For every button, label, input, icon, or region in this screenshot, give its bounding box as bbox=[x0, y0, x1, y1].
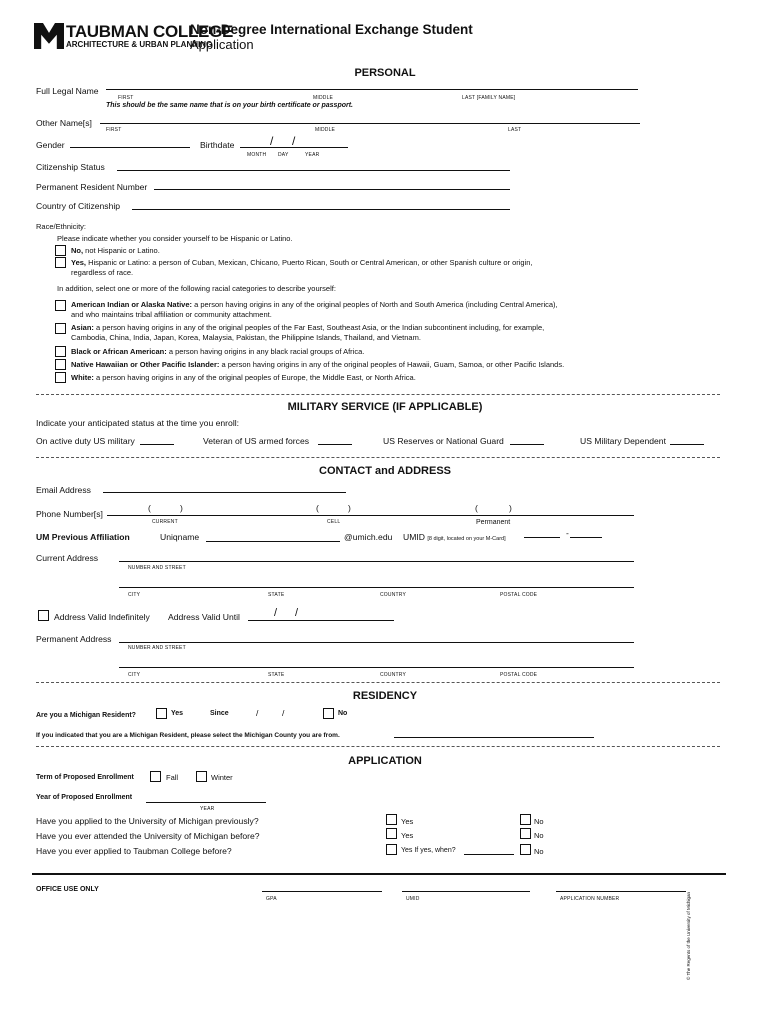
country-of-citizenship-field[interactable] bbox=[132, 209, 510, 210]
hispanic-yes-label: Yes, Hispanic or Latino: a person of Cuban, Mexican, Chicano, Puerto Rican, South or Central American, or other Spanish culture or origin, bbox=[71, 258, 533, 267]
race-label-white: White: a person having origins in any of the original peoples of Europe, the Middle East, or North Africa. bbox=[71, 373, 416, 382]
hispanic-no-label: No, not Hispanic or Latino. bbox=[71, 246, 160, 255]
citizenship-status-label: Citizenship Status bbox=[36, 162, 105, 172]
permanent-resident-number-field[interactable] bbox=[154, 189, 510, 190]
phone-current-paren-open: ( bbox=[148, 503, 151, 513]
section-military-heading: MILITARY SERVICE (IF APPLICABLE) bbox=[287, 401, 483, 413]
valid-until-slash-2: / bbox=[295, 607, 299, 619]
q1-yes-checkbox[interactable] bbox=[386, 814, 397, 825]
term-fall-label: Fall bbox=[166, 773, 179, 782]
email-label: Email Address bbox=[36, 485, 91, 495]
q3-when-field[interactable] bbox=[464, 854, 514, 855]
logo-department: ARCHITECTURE & URBAN PLANNING bbox=[66, 40, 213, 49]
office-umid-field bbox=[402, 891, 530, 892]
current-address-label: Current Address bbox=[36, 553, 99, 563]
current-city-caption: CITY bbox=[128, 592, 141, 598]
section-divider bbox=[36, 457, 720, 458]
term-winter-label: Winter bbox=[211, 773, 233, 782]
reserves-field[interactable] bbox=[510, 444, 544, 445]
hispanic-no-checkbox[interactable] bbox=[55, 245, 66, 256]
other-first-caption: FIRST bbox=[106, 127, 122, 133]
veteran-field[interactable] bbox=[318, 444, 352, 445]
gpa-caption: GPA bbox=[266, 896, 277, 902]
current-number-street-caption: NUMBER AND STREET bbox=[128, 565, 186, 571]
country-of-citizenship-label: Country of Citizenship bbox=[36, 201, 121, 211]
question-attended-um: Have you ever attended the University of Michigan before? bbox=[36, 831, 260, 841]
q2-yes-checkbox[interactable] bbox=[386, 828, 397, 839]
race-label-asian: Asian: a person having origins in any of the original peoples of the Far East, Southeast Asia, or the Indian subcontinent including, for example, bbox=[71, 323, 545, 332]
gender-field[interactable] bbox=[70, 147, 190, 148]
last-family-caption: LAST [FAMILY NAME] bbox=[462, 95, 516, 101]
term-winter-checkbox[interactable] bbox=[196, 771, 207, 782]
birthdate-slash-1: / bbox=[270, 134, 274, 148]
other-middle-caption: MIDDLE bbox=[315, 127, 336, 133]
other-names-field[interactable] bbox=[100, 123, 640, 124]
race-checkbox-american-indian[interactable] bbox=[55, 300, 66, 311]
q2-yes-label: Yes bbox=[401, 831, 414, 840]
resident-yes-checkbox[interactable] bbox=[156, 708, 167, 719]
race-checkbox-pacific-islander[interactable] bbox=[55, 359, 66, 370]
reserves-label: US Reserves or National Guard bbox=[383, 436, 504, 446]
race-label-asian-cont: Cambodia, China, India, Japan, Korea, Malaysia, Pakistan, the Philippine Islands, Thailand, and Vietnam. bbox=[71, 333, 421, 342]
hispanic-yes-checkbox[interactable] bbox=[55, 257, 66, 268]
perm-country-caption: COUNTRY bbox=[380, 672, 407, 678]
address-valid-indefinitely-label: Address Valid Indefinitely bbox=[54, 612, 150, 622]
active-duty-field[interactable] bbox=[140, 444, 174, 445]
q3-no-label: No bbox=[534, 847, 544, 856]
current-address-city-field[interactable] bbox=[119, 587, 634, 588]
permanent-address-city-field[interactable] bbox=[119, 667, 634, 668]
county-prompt: If you indicated that you are a Michigan Resident, please select the Michigan County you are from. bbox=[36, 732, 340, 739]
race-checkbox-white[interactable] bbox=[55, 372, 66, 383]
umid-field-part1[interactable] bbox=[524, 537, 560, 538]
hispanic-yes-label-cont: regardless of race. bbox=[71, 268, 134, 277]
question-applied-taubman: Have you ever applied to Taubman College before? bbox=[36, 846, 232, 856]
since-label: Since bbox=[210, 710, 229, 717]
full-legal-name-label: Full Legal Name bbox=[36, 86, 99, 96]
valid-until-slash-1: / bbox=[274, 607, 278, 619]
year-of-enrollment-field[interactable] bbox=[146, 802, 266, 803]
phone-cell-caption: CELL bbox=[327, 519, 341, 525]
uniqname-label: Uniqname bbox=[160, 532, 200, 542]
race-checkbox-black[interactable] bbox=[55, 346, 66, 357]
current-address-street-field[interactable] bbox=[119, 561, 634, 562]
veteran-label: Veteran of US armed forces bbox=[203, 436, 310, 446]
phone-permanent-caption: Permanent bbox=[476, 519, 511, 526]
citizenship-status-field[interactable] bbox=[117, 170, 510, 171]
term-fall-checkbox[interactable] bbox=[150, 771, 161, 782]
office-umid-caption: UMID bbox=[406, 896, 420, 902]
other-last-caption: LAST bbox=[508, 127, 522, 133]
race-label-american-indian-cont: and who maintains tribal affiliation or community attachment. bbox=[71, 310, 272, 319]
phone-current-caption: CURRENT bbox=[152, 519, 178, 525]
section-divider bbox=[36, 394, 720, 395]
permanent-address-label: Permanent Address bbox=[36, 634, 112, 644]
other-names-label: Other Name[s] bbox=[36, 118, 92, 128]
logo-college-name: TAUBMAN COLLEGE bbox=[66, 22, 234, 41]
gpa-field bbox=[262, 891, 382, 892]
umid-label: UMID [8 digit, located on your M-Card] bbox=[403, 532, 506, 542]
year-of-enrollment-label: Year of Proposed Enrollment bbox=[36, 794, 133, 801]
current-country-caption: COUNTRY bbox=[380, 592, 407, 598]
section-divider bbox=[36, 682, 720, 683]
q1-no-label: No bbox=[534, 817, 544, 826]
q3-yes-when-label: Yes If yes, when? bbox=[401, 847, 456, 854]
current-state-caption: STATE bbox=[268, 592, 285, 598]
umid-dash: - bbox=[566, 528, 569, 538]
phone-perm-paren-open: ( bbox=[475, 503, 478, 513]
question-applied-um: Have you applied to the University of Michigan previously? bbox=[36, 816, 259, 826]
phone-current-paren-close: ) bbox=[180, 503, 183, 513]
michigan-block-m-logo bbox=[34, 23, 64, 49]
phone-cell-paren-close: ) bbox=[348, 503, 351, 513]
since-slash-2: / bbox=[282, 708, 285, 718]
address-valid-until-label: Address Valid Until bbox=[168, 612, 240, 622]
office-use-label: OFFICE USE ONLY bbox=[36, 886, 99, 893]
day-caption: DAY bbox=[278, 152, 289, 158]
perm-number-street-caption: NUMBER AND STREET bbox=[128, 645, 186, 651]
full-legal-name-field[interactable] bbox=[106, 89, 638, 90]
month-caption: MONTH bbox=[247, 152, 267, 158]
address-valid-until-field[interactable] bbox=[248, 620, 394, 621]
office-use-divider bbox=[32, 873, 726, 875]
race-label-black: Black or African American: a person having origins in any black racial groups of Africa. bbox=[71, 347, 365, 356]
permanent-address-street-field[interactable] bbox=[119, 642, 634, 643]
racial-prompt: In addition, select one or more of the following racial categories to describe yourself: bbox=[57, 284, 336, 293]
page-subtitle: Application bbox=[190, 37, 254, 52]
resident-yes-label: Yes bbox=[171, 710, 184, 717]
dependent-label: US Military Dependent bbox=[580, 436, 666, 446]
military-prompt: Indicate your anticipated status at the time you enroll: bbox=[36, 418, 240, 428]
current-postal-caption: POSTAL CODE bbox=[500, 592, 538, 598]
first-caption: FIRST bbox=[118, 95, 134, 101]
phone-perm-paren-close: ) bbox=[509, 503, 512, 513]
since-slash-1: / bbox=[256, 708, 259, 718]
term-label: Term of Proposed Enrollment bbox=[36, 774, 134, 781]
hispanic-prompt: Please indicate whether you consider yourself to be Hispanic or Latino. bbox=[57, 234, 293, 243]
birthdate-slash-2: / bbox=[292, 134, 296, 148]
year-caption-2: YEAR bbox=[200, 806, 215, 812]
phone-field[interactable] bbox=[107, 515, 634, 516]
race-heading: Race/Ethnicity: bbox=[36, 222, 87, 231]
phone-cell-paren-open: ( bbox=[316, 503, 319, 513]
section-application-heading: APPLICATION bbox=[348, 755, 422, 767]
perm-postal-caption: POSTAL CODE bbox=[500, 672, 538, 678]
section-divider bbox=[36, 746, 720, 747]
q2-no-label: No bbox=[534, 831, 544, 840]
name-note: This should be the same name that is on your birth certificate or passport. bbox=[106, 102, 353, 109]
perm-city-caption: CITY bbox=[128, 672, 141, 678]
umid-field-part2[interactable] bbox=[570, 537, 602, 538]
section-contact-heading: CONTACT and ADDRESS bbox=[319, 465, 451, 477]
resident-no-label: No bbox=[338, 710, 348, 717]
q1-yes-label: Yes bbox=[401, 817, 414, 826]
application-number-caption: APPLICATION NUMBER bbox=[560, 896, 620, 902]
race-label-american-indian: American Indian or Alaska Native: a person having origins in any of the original peoples of North and South America (including Central America), bbox=[71, 300, 558, 309]
active-duty-label: On active duty US military bbox=[36, 436, 135, 446]
michigan-resident-question: Are you a Michigan Resident? bbox=[36, 712, 136, 719]
dependent-field[interactable] bbox=[670, 444, 704, 445]
county-field[interactable] bbox=[394, 737, 594, 738]
um-affiliation-label: UM Previous Affiliation bbox=[36, 532, 130, 542]
middle-caption: MIDDLE bbox=[313, 95, 334, 101]
umich-domain: @umich.edu bbox=[344, 532, 393, 542]
page-title: Non-Degree International Exchange Student bbox=[190, 22, 473, 37]
address-valid-indefinitely-checkbox[interactable] bbox=[38, 610, 49, 621]
q3-no-checkbox[interactable] bbox=[520, 844, 531, 855]
application-number-field bbox=[556, 891, 686, 892]
section-residency-heading: RESIDENCY bbox=[352, 690, 418, 702]
q3-yes-checkbox[interactable] bbox=[386, 844, 397, 855]
perm-state-caption: STATE bbox=[268, 672, 285, 678]
phone-label: Phone Number[s] bbox=[36, 509, 103, 519]
q2-no-checkbox[interactable] bbox=[520, 828, 531, 839]
q1-no-checkbox[interactable] bbox=[520, 814, 531, 825]
copyright-note: © The Regents of the University of Michigan bbox=[686, 891, 691, 980]
gender-label: Gender bbox=[36, 140, 65, 150]
uniqname-field[interactable] bbox=[206, 541, 340, 542]
race-checkbox-asian[interactable] bbox=[55, 323, 66, 334]
resident-no-checkbox[interactable] bbox=[323, 708, 334, 719]
permanent-resident-number-label: Permanent Resident Number bbox=[36, 182, 148, 192]
email-field[interactable] bbox=[103, 492, 346, 493]
section-personal-heading: PERSONAL bbox=[354, 67, 416, 79]
birthdate-label: Birthdate bbox=[200, 140, 235, 150]
race-label-pacific-islander: Native Hawaiian or Other Pacific Islander: a person having origins in any of the original peoples of Hawaii, Guam, Samoa, or other Pacific Islands. bbox=[71, 360, 565, 369]
year-caption: YEAR bbox=[305, 152, 320, 158]
